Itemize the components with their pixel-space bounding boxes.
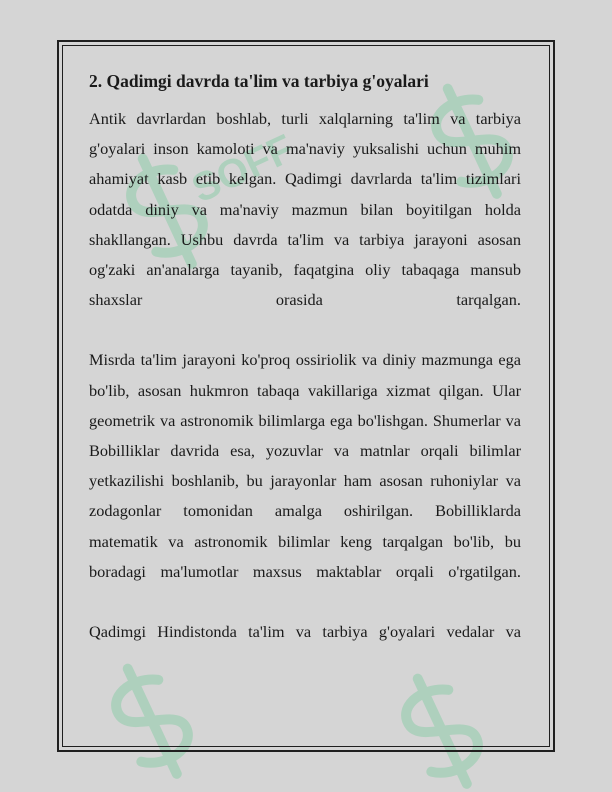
- watermark-text: SOFF: [185, 126, 301, 212]
- section-heading: 2. Qadimgi davrda ta'lim va tarbiya g'oyalari: [89, 71, 429, 91]
- paragraph-gap: [89, 587, 521, 617]
- document-body: [89, 66, 521, 647]
- paragraph: Qadimgi Hindistonda ta'lim va tarbiya g'oyalari vedalar va: [89, 622, 521, 642]
- paragraph: Antik davrlardan boshlab, turli xalqlarning ta'lim va tarbiya g'oyalari inson kamoloti va ma'naviy yuksalishi uchun muhim ahamiyat kasb etib kelgan. Qadimgi davrlarda ta'lim tizimlari odatda diniy va ma'naviy mazmun bilan boyitilgan holda shakllangan. Ushbu davrda ta'lim va tarbiya jarayoni asosan og'zaki an'analarga tayanib, faqatgina oliy tabaqaga mansub shaxslar orasida tarqalgan.: [89, 109, 521, 310]
- paragraph: Misrda ta'lim jarayoni ko'proq ossiriolik va diniy mazmunga ega bo'lib, asosan hukmron tabaqa vakillariga xizmat qilgan. Ular geometrik va astronomik bilimlarga ega bo'lishgan. Shumerlar va Bobilliklar davrida esa, yozuvlar va matnlar orqali bilimlar yetkazilishi boshlanib, bu jarayonlar ham asosan ruhoniylar va zodagonlar tomonidan amalga oshirilgan. Bobilliklarda matematik va astronomik bilimlar keng tarqalgan bo'lib, bu boradagi ma'lumotlar maxsus maktablar orqali o'rgatilgan.: [89, 350, 521, 581]
- paragraph-gap: [89, 315, 521, 345]
